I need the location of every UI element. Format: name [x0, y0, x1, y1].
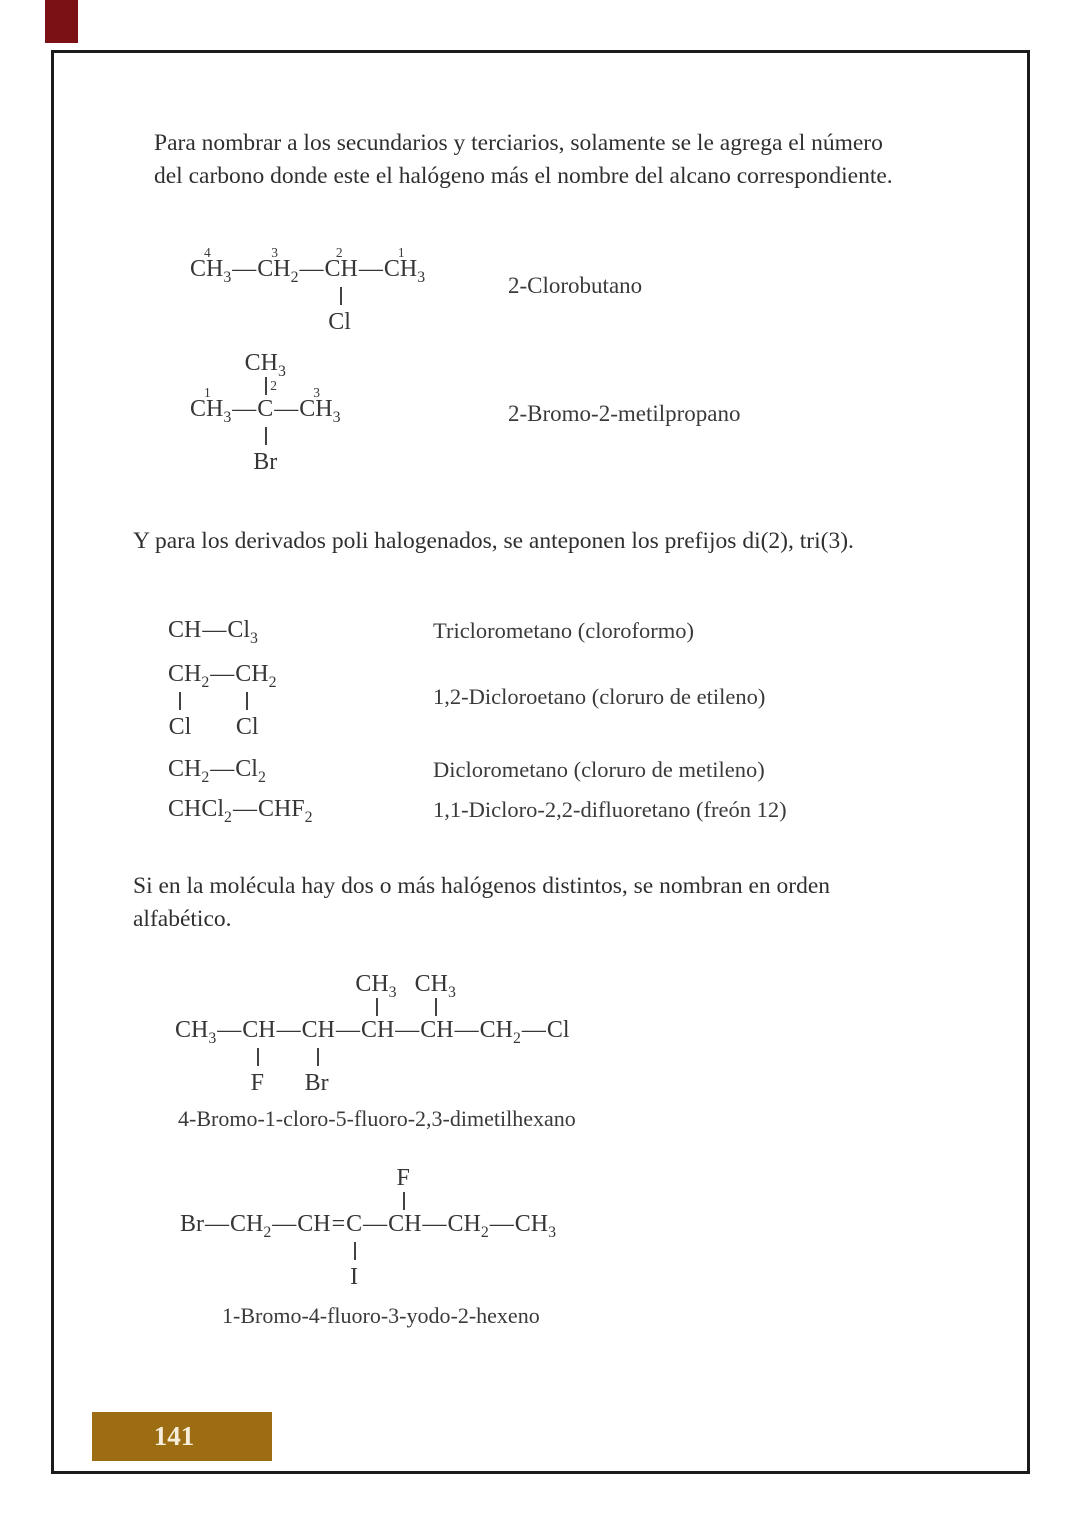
structure-2-bromo-2-metilpropano: [190, 350, 341, 475]
bond: —: [217, 1017, 242, 1043]
formula-token: CH: [360, 1017, 395, 1043]
formula-token: C: [257, 396, 274, 422]
compound-name: 2-Clorobutano: [508, 273, 643, 298]
page-tab-marker: [45, 0, 78, 43]
bond: —: [232, 256, 257, 282]
formula-token: $CH_3$: [175, 1017, 217, 1047]
double-bond: =: [331, 1211, 346, 1237]
formula-token: Br: [180, 1211, 204, 1237]
formula-token: $CH_2$: [168, 756, 210, 786]
carbon-position-number: 1: [204, 385, 211, 400]
formula-triclorometano: [168, 616, 258, 647]
vertical-bond: [403, 1192, 405, 1210]
formula-token: CH: [168, 617, 202, 643]
carbon-position-number: 3: [313, 385, 321, 400]
bond: —: [395, 1017, 420, 1043]
vertical-bond: [435, 998, 437, 1016]
formula-token: CH: [242, 1017, 276, 1043]
formula-token: $CH_2$: [168, 661, 210, 691]
formula-token: $CHF_2$: [257, 796, 313, 826]
carbon-position-number: 4: [204, 245, 211, 260]
formula-dicloroetano: [168, 660, 277, 740]
bond: —: [202, 617, 227, 643]
bond: —: [232, 796, 257, 822]
substituent-label: I: [350, 1264, 359, 1290]
vertical-bond: [317, 1048, 319, 1066]
formula-token: CHCl$_2$: [168, 796, 232, 826]
bond: —: [521, 1017, 546, 1043]
formula-token: CH: [420, 1017, 454, 1043]
vertical-bond: [354, 1242, 356, 1260]
carbon-position-number: 2: [335, 245, 343, 260]
formula-dicloro-difluoretano: [168, 795, 313, 826]
formula-group: [414, 971, 456, 1044]
formula-group: [257, 245, 299, 286]
vertical-bond: [265, 427, 267, 445]
bond: —: [335, 1017, 360, 1043]
paragraph-alphabetical-order: Si en la molécula hay dos o más halógenos distintos, se nombran en orden alfabético.: [133, 873, 831, 932]
substituent-label: Br: [304, 1070, 329, 1096]
formula-token: $CH_3$: [190, 256, 232, 286]
bond: —: [210, 756, 235, 782]
carbon-position-number: 2: [270, 378, 278, 393]
vertical-bond: [376, 998, 378, 1016]
paragraph-secondary-tertiary: Para nombrar a los secundarios y terciarios, solamente se le agrega el número del carbono donde este el halógeno más el nombre del alcano correspondiente.: [154, 130, 893, 189]
vertical-bond: [265, 377, 267, 395]
formula-token: C: [346, 1211, 363, 1237]
formula-group: [190, 385, 232, 426]
bond: —: [205, 1211, 229, 1237]
vertical-bond: [246, 692, 248, 710]
bond: —: [232, 396, 257, 422]
formula-token: $CH_3$: [383, 256, 426, 286]
compound-name: 1,2-Dicloroetano (cloruro de etileno): [433, 684, 766, 709]
substituent-label: $CH_3$: [244, 350, 286, 380]
vertical-bond: [179, 692, 181, 710]
formula-group: [168, 660, 210, 740]
formula-token: $CH_3$: [299, 396, 341, 426]
formula-token: $CH_2$: [230, 1211, 272, 1241]
formula-group: [242, 1016, 276, 1096]
bond: —: [422, 1211, 447, 1237]
formula-token: $CH_2$: [479, 1017, 521, 1047]
substituent-label: Cl: [235, 714, 259, 740]
paragraph-poly-halogenated: Y para los derivados poli halogenados, se anteponen los prefijos di(2), tri(3).: [133, 528, 854, 554]
formula-group: [355, 971, 397, 1044]
formula-token: $Cl_2$: [235, 756, 266, 786]
bond: —: [274, 396, 299, 422]
bond: —: [210, 661, 235, 687]
page-number-badge: 141: [92, 1412, 272, 1461]
formula-group: [190, 245, 232, 286]
formula-token: Cl: [546, 1017, 570, 1043]
substituent-label: Cl: [168, 714, 192, 740]
formula-group: [346, 1210, 363, 1290]
carbon-position-number: 1: [397, 245, 405, 260]
bond: —: [489, 1211, 514, 1237]
formula-group: [324, 245, 358, 335]
formula-group: [388, 1165, 422, 1238]
formula-group: [235, 660, 277, 740]
bond: —: [358, 256, 383, 282]
bond: —: [454, 1017, 479, 1043]
formula-group: [299, 385, 341, 426]
formula-token: CH: [388, 1211, 422, 1237]
compound-name: 4-Bromo-1-cloro-5-fluoro-2,3-dimetilhexano: [178, 1106, 576, 1131]
bond: —: [272, 1211, 297, 1237]
formula-token: CH: [301, 1017, 335, 1043]
substituent-label: $CH_3$: [355, 971, 397, 1001]
formula-token: $CH_3$: [514, 1211, 557, 1241]
substituent-label: Cl: [328, 309, 351, 335]
compound-name: 2-Bromo-2-metilpropano: [508, 401, 741, 426]
formula-group: [383, 245, 426, 286]
substituent-label: Br: [253, 449, 278, 475]
formula-token: $CH_2$: [235, 661, 277, 691]
formula-token: $CH_2$: [257, 256, 299, 286]
formula-token: $CH_2$: [447, 1211, 489, 1241]
formula-diclorometano: [168, 755, 266, 786]
formula-group: [244, 350, 286, 475]
formula-token: CH: [297, 1211, 331, 1237]
compound-name: 1-Bromo-4-fluoro-3-yodo-2-hexeno: [222, 1303, 540, 1328]
vertical-bond: [340, 287, 342, 305]
compound-name: Triclorometano (cloroformo): [433, 618, 694, 643]
vertical-bond: [257, 1048, 259, 1066]
bond: —: [363, 1211, 388, 1237]
substituent-label: F: [396, 1165, 410, 1191]
bond: —: [276, 1017, 301, 1043]
compound-name: Diclorometano (cloruro de metileno): [433, 757, 765, 782]
structure-hexeno: [180, 1165, 557, 1290]
structure-dimetilhexano: [175, 971, 570, 1096]
substituent-label: $CH_3$: [414, 971, 456, 1001]
compound-name: 1,1-Dicloro-2,2-difluoretano (freón 12): [433, 797, 787, 822]
carbon-position-number: 3: [271, 245, 279, 260]
formula-token: CH: [324, 256, 358, 282]
bond: —: [299, 256, 324, 282]
structure-2-clorobutano: [190, 245, 426, 335]
formula-group: [301, 1016, 335, 1096]
substituent-label: F: [250, 1070, 264, 1096]
formula-token: $Cl_3$: [227, 617, 258, 647]
formula-token: $CH_3$: [190, 396, 232, 426]
